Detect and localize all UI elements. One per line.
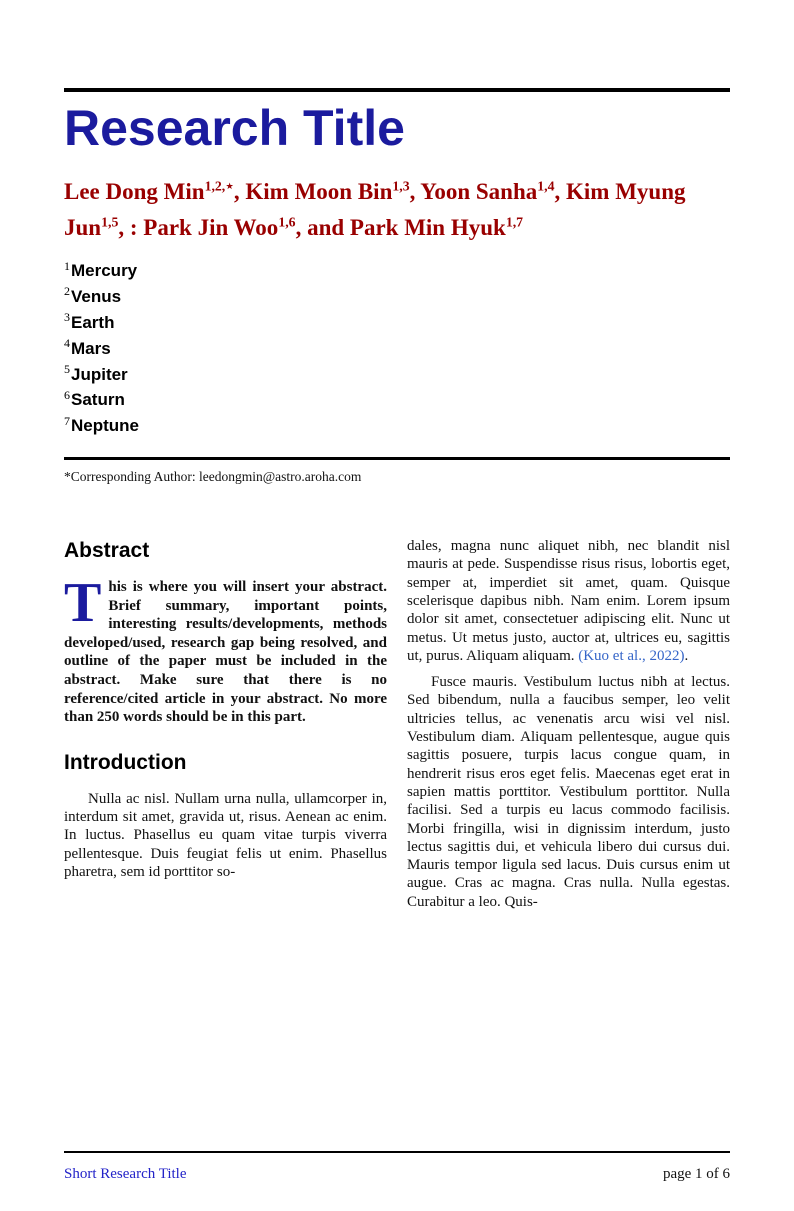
author-superscript: 1,2,⋆: [204, 177, 234, 193]
running-title: Short Research Title: [64, 1166, 187, 1182]
author-name: Park Min Hyuk: [349, 214, 506, 240]
affiliation-item: [64, 413, 730, 436]
footer-rule: [64, 1151, 730, 1153]
page-footer: [64, 1151, 730, 1183]
paper-title: Research Title: [64, 100, 405, 156]
author-superscript: 1,3: [392, 177, 410, 193]
affiliation-name: Mercury: [71, 261, 138, 281]
introduction-paragraph-right-1: [407, 537, 730, 665]
author-superscript: 1,6: [278, 214, 296, 230]
author-name: Park Jin Woo: [143, 214, 279, 240]
author-name: Kim Moon Bin: [245, 178, 393, 204]
footer-row: [64, 1166, 730, 1183]
affiliation-list: [64, 258, 730, 436]
paragraph-text: dales, magna nunc aliquet nibh, nec blandit nisl mauris at pede. Suspendisse risus risus, lobortis eget, semper at, imperdiet sit amet, quam. Quisque scelerisque dapibus nibh. Nam enim. Lorem ipsum dolor sit amet, consectetuer adipiscing elit. Nunc ut metus. Ut metus justo, auctor at, ultrices eu, sagittis ut, purus. Aliquam aliquam.: [407, 538, 730, 664]
abstract-text: his is where you will insert your abstract. Brief summary, important points, interesting results/developments, methods developed/used, research gap being resolved, and outline of the paper must be included in the abstract. Make sure that there is no reference/cited article in your abstract. No more than 250 words should be in this part.: [64, 579, 387, 726]
affiliation-name: Venus: [71, 287, 122, 306]
author-superscript: 1,4: [537, 177, 555, 193]
affiliation-superscript: 7: [64, 413, 70, 428]
author-list: [64, 174, 730, 247]
left-column: [64, 537, 387, 911]
author-separator: ,: [554, 178, 567, 204]
affiliation-superscript: 6: [64, 387, 70, 402]
author-separator: , and: [295, 214, 350, 240]
affiliation-item: [64, 361, 730, 384]
introduction-paragraph-left: Nulla ac nisl. Nullam urna nulla, ullamcorper in, interdum sit amet, gravida ut, risus. Aenean ac enim. In luctus. Phasellus eu quam vitae turpis viverra pellentesque. Duis feugiat felis ut enim. Phasellus pharetra, sem id porttitor so-: [64, 790, 387, 880]
paragraph-text: .: [684, 647, 689, 664]
affiliation-name: Saturn: [71, 390, 125, 410]
corresponding-author-note: *Corresponding Author: leedongmin@astro.aroha.com: [64, 469, 362, 485]
page-number: page 1 of 6: [662, 1166, 730, 1182]
affiliation-name: Earth: [71, 312, 115, 332]
affiliation-item: [64, 387, 730, 410]
author-superscript: 1,7: [505, 214, 524, 230]
affiliation-superscript: 5: [64, 361, 70, 376]
affiliation-name: Neptune: [71, 416, 139, 436]
abstract-paragraph: [64, 572, 387, 727]
author-name: Lee Dong Min: [64, 178, 205, 204]
author-separator: ,: [233, 178, 246, 204]
introduction-paragraph-right-2: Fusce mauris. Vestibulum luctus nibh at lectus. Sed bibendum, nulla a faucibus semper, leo velit ultricies tellus, ac venenatis arcu wisi vel nisl. Vestibulum diam. Aliquam pellentesque, augue quis sagittis posuere, turpis lacus congue quam, in hendrerit risus eros eget felis. Maecenas eget erat in sapien mattis porttitor. Vestibulum porttitor. Nulla facilisi. Sed a turpis eu lacus commodo facilisis. Morbi fringilla, wisi in dignissim interdum, justo lectus sagittis dui, et vehicula libero dui cursus dui. Mauris tempor ligula sed lacus. Duis cursus enim ut augue. Cras ac magna. Cras nulla. Nulla egestas. Curabitur a leo. Quis-: [407, 674, 730, 910]
abstract-heading: Abstract: [64, 539, 150, 563]
affiliation-item: [64, 284, 730, 306]
author-superscript: 1,5: [101, 214, 119, 230]
affiliation-name: Mars: [71, 338, 111, 358]
author-separator: ,: [409, 178, 421, 204]
affiliation-superscript: 3: [64, 310, 70, 325]
affiliation-item: [64, 336, 730, 358]
affiliation-name: Jupiter: [71, 364, 128, 384]
dropcap-letter: T: [64, 572, 102, 635]
author-separator: , :: [118, 214, 144, 240]
right-column: [407, 537, 730, 911]
author-name: Yoon Sanha: [420, 178, 538, 204]
affiliation-item: [64, 310, 730, 332]
header-divider-rule: [64, 457, 730, 460]
affiliation-superscript: 2: [64, 284, 70, 299]
introduction-heading: Introduction: [64, 750, 187, 774]
affiliation-superscript: 1: [64, 258, 70, 273]
affiliation-item: [64, 258, 730, 281]
author-name: Kim Myung Jun: [64, 178, 686, 240]
two-column-body: [64, 537, 730, 911]
top-rule: [64, 88, 730, 92]
citation-link[interactable]: (Kuo et al., 2022): [578, 647, 685, 664]
affiliation-superscript: 4: [64, 336, 70, 351]
paper-page: [0, 88, 794, 1182]
